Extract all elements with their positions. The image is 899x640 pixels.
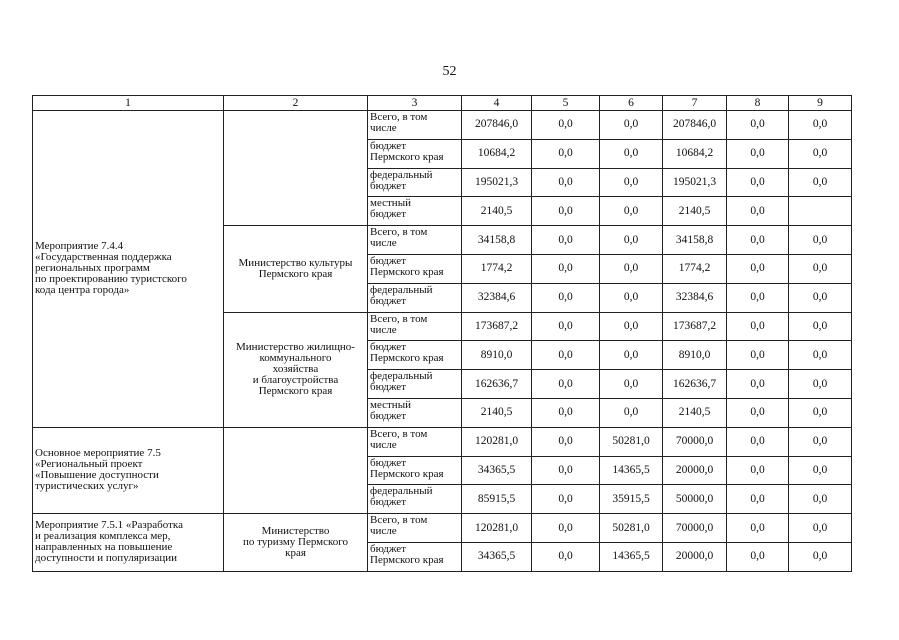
column-header: 5 [532,96,600,111]
value-cell: 0,0 [789,398,852,427]
column-header: 7 [663,96,727,111]
value-cell: 0,0 [532,283,600,312]
table-row [33,514,852,543]
value-cell: 0,0 [727,485,789,514]
funding-source-cell: Всего, в том числе [368,312,462,341]
value-cell: 0,0 [600,283,663,312]
value-cell: 8910,0 [462,341,532,370]
value-cell: 0,0 [789,111,852,140]
value-cell: 0,0 [727,283,789,312]
value-cell: 162636,7 [663,370,727,399]
value-cell: 0,0 [532,254,600,283]
value-cell: 0,0 [789,283,852,312]
value-cell: 0,0 [532,168,600,197]
value-cell: 32384,6 [663,283,727,312]
value-cell: 0,0 [600,111,663,140]
value-cell: 70000,0 [663,514,727,543]
value-cell: 0,0 [727,111,789,140]
value-cell: 0,0 [727,139,789,168]
value-cell: 173687,2 [663,312,727,341]
value-cell: 1774,2 [462,254,532,283]
executor-cell: Министерство жилищно- коммунального хозяйства и благоустройства Пермского края [224,312,368,427]
value-cell: 1774,2 [663,254,727,283]
value-cell: 0,0 [789,370,852,399]
value-cell: 10684,2 [663,139,727,168]
value-cell: 0,0 [789,226,852,255]
value-cell: 0,0 [789,168,852,197]
value-cell: 0,0 [789,312,852,341]
value-cell: 0,0 [532,111,600,140]
funding-source-cell: Всего, в том числе [368,111,462,140]
value-cell: 34365,5 [462,542,532,571]
value-cell: 2140,5 [663,398,727,427]
value-cell: 0,0 [789,456,852,485]
value-cell: 14365,5 [600,542,663,571]
value-cell: 0,0 [727,542,789,571]
value-cell [789,197,852,226]
funding-source-cell: федеральный бюджет [368,283,462,312]
value-cell: 0,0 [532,139,600,168]
activity-cell: Мероприятие 7.5.1 «Разработка и реализация комплекса мер, направленных на повышение доступности и популяризации [33,514,224,572]
value-cell: 14365,5 [600,456,663,485]
column-header: 1 [33,96,224,111]
value-cell: 34365,5 [462,456,532,485]
value-cell: 0,0 [532,197,600,226]
value-cell: 173687,2 [462,312,532,341]
funding-source-cell: федеральный бюджет [368,370,462,399]
value-cell: 2140,5 [462,197,532,226]
value-cell: 0,0 [789,254,852,283]
value-cell: 0,0 [532,370,600,399]
funding-source-cell: бюджет Пермского края [368,341,462,370]
funding-source-cell: местный бюджет [368,398,462,427]
activity-cell: Основное мероприятие 7.5 «Региональный проект «Повышение доступности туристических услуг» [33,427,224,513]
column-header: 2 [224,96,368,111]
funding-source-cell: местный бюджет [368,197,462,226]
value-cell: 0,0 [727,427,789,456]
value-cell: 0,0 [600,370,663,399]
page-number: 52 [442,64,457,79]
value-cell: 207846,0 [663,111,727,140]
value-cell: 50281,0 [600,427,663,456]
value-cell: 0,0 [600,398,663,427]
value-cell: 0,0 [532,226,600,255]
value-cell: 0,0 [727,456,789,485]
funding-source-cell: бюджет Пермского края [368,542,462,571]
value-cell: 0,0 [532,542,600,571]
value-cell: 0,0 [600,254,663,283]
value-cell: 0,0 [532,341,600,370]
executor-cell [224,427,368,513]
value-cell: 0,0 [532,485,600,514]
value-cell: 0,0 [789,139,852,168]
value-cell: 0,0 [600,312,663,341]
value-cell: 0,0 [789,542,852,571]
value-cell: 0,0 [789,514,852,543]
value-cell: 50281,0 [600,514,663,543]
value-cell: 34158,8 [663,226,727,255]
value-cell: 0,0 [532,398,600,427]
value-cell: 0,0 [727,312,789,341]
funding-source-cell: федеральный бюджет [368,485,462,514]
value-cell: 0,0 [600,226,663,255]
value-cell: 20000,0 [663,456,727,485]
column-header: 8 [727,96,789,111]
value-cell: 8910,0 [663,341,727,370]
value-cell: 0,0 [727,341,789,370]
value-cell: 207846,0 [462,111,532,140]
value-cell: 0,0 [600,341,663,370]
value-cell: 0,0 [600,197,663,226]
column-header: 6 [600,96,663,111]
value-cell: 0,0 [532,427,600,456]
funding-source-cell: бюджет Пермского края [368,254,462,283]
value-cell: 0,0 [727,514,789,543]
table-row [33,111,852,140]
column-header: 3 [368,96,462,111]
value-cell: 0,0 [727,168,789,197]
value-cell: 195021,3 [462,168,532,197]
budget-table [32,95,852,572]
value-cell: 120281,0 [462,514,532,543]
value-cell: 0,0 [727,226,789,255]
column-header: 4 [462,96,532,111]
funding-source-cell: бюджет Пермского края [368,456,462,485]
value-cell: 2140,5 [663,197,727,226]
value-cell: 0,0 [600,168,663,197]
value-cell: 162636,7 [462,370,532,399]
executor-cell: Министерство по туризму Пермского края [224,514,368,572]
value-cell: 0,0 [532,514,600,543]
value-cell: 85915,5 [462,485,532,514]
value-cell: 0,0 [789,485,852,514]
value-cell: 0,0 [789,427,852,456]
value-cell: 0,0 [727,370,789,399]
value-cell: 20000,0 [663,542,727,571]
funding-source-cell: Всего, в том числе [368,427,462,456]
column-header: 9 [789,96,852,111]
value-cell: 32384,6 [462,283,532,312]
value-cell: 2140,5 [462,398,532,427]
value-cell: 0,0 [727,254,789,283]
funding-source-cell: Всего, в том числе [368,514,462,543]
value-cell: 34158,8 [462,226,532,255]
header-row [33,96,852,111]
value-cell: 50000,0 [663,485,727,514]
funding-source-cell: федеральный бюджет [368,168,462,197]
executor-cell [224,111,368,226]
value-cell: 0,0 [600,139,663,168]
value-cell: 0,0 [727,398,789,427]
value-cell: 35915,5 [600,485,663,514]
activity-cell: Мероприятие 7.4.4 «Государственная поддержка региональных программ по проектированию туристского кода центра города» [33,111,224,428]
executor-cell: Министерство культуры Пермского края [224,226,368,312]
value-cell: 0,0 [789,341,852,370]
value-cell: 10684,2 [462,139,532,168]
value-cell: 70000,0 [663,427,727,456]
value-cell: 0,0 [727,197,789,226]
funding-source-cell: Всего, в том числе [368,226,462,255]
table-row [33,427,852,456]
value-cell: 195021,3 [663,168,727,197]
funding-source-cell: бюджет Пермского края [368,139,462,168]
value-cell: 0,0 [532,312,600,341]
value-cell: 120281,0 [462,427,532,456]
value-cell: 0,0 [532,456,600,485]
